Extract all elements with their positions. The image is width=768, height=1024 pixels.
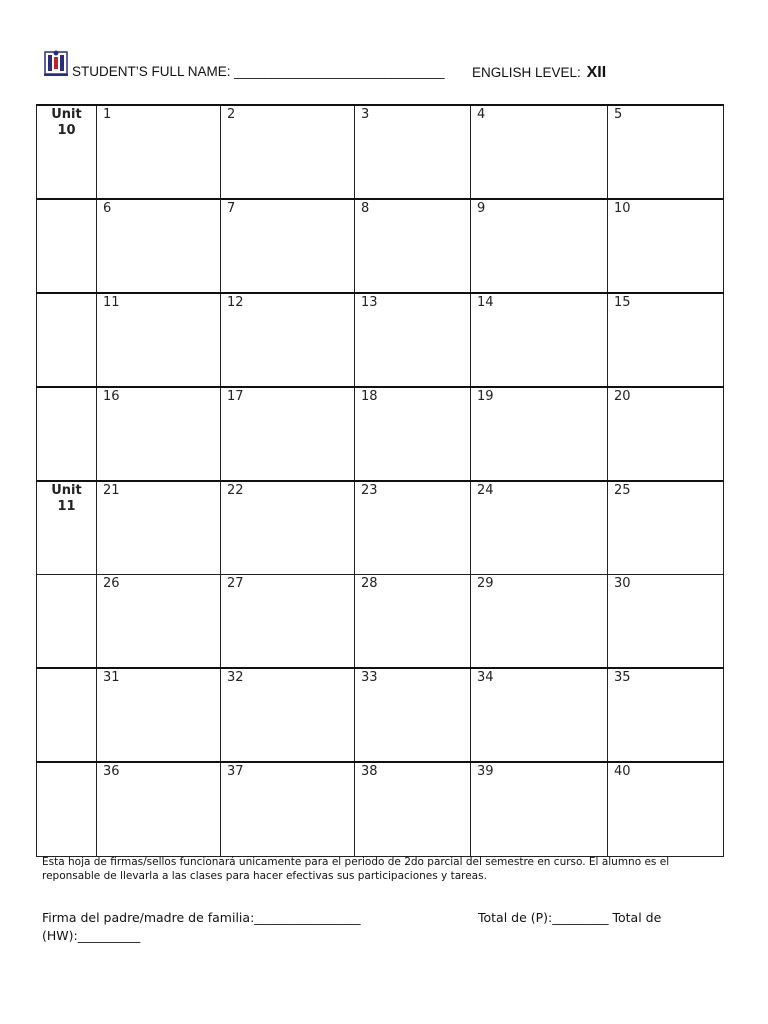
- cell-number: 13: [361, 294, 378, 310]
- unit-number: 11: [57, 498, 76, 514]
- stamp-cell[interactable]: [221, 762, 355, 856]
- stamp-cell[interactable]: [608, 105, 724, 199]
- grid-row: [37, 199, 724, 293]
- stamp-cell[interactable]: [608, 574, 724, 668]
- grid-row: [37, 762, 724, 856]
- cell-number: 33: [361, 670, 378, 686]
- stamp-cell[interactable]: [608, 668, 724, 762]
- stamp-cell[interactable]: [471, 387, 608, 481]
- stamp-cell[interactable]: [221, 668, 355, 762]
- stamp-cell[interactable]: [471, 293, 608, 387]
- cell-number: 1: [103, 107, 112, 122]
- stamp-cell[interactable]: [471, 668, 608, 762]
- cell-number: 6: [103, 200, 112, 216]
- stamp-cell[interactable]: [221, 105, 355, 199]
- cell-number: 34: [477, 670, 494, 686]
- grid-row: [37, 574, 724, 668]
- cell-number: 29: [477, 575, 494, 591]
- stamp-cell[interactable]: [608, 387, 724, 481]
- cell-number: 35: [614, 670, 631, 686]
- cell-number: 26: [103, 575, 120, 591]
- grid-row: [37, 481, 724, 575]
- unit-cell: [37, 481, 97, 575]
- unit-cell: [37, 387, 97, 481]
- stamp-cell[interactable]: [221, 481, 355, 575]
- cell-number: 11: [103, 294, 120, 310]
- school-logo-icon: [42, 48, 70, 78]
- cell-number: 2: [227, 107, 236, 122]
- total-p-field[interactable]: Total de (P):_________ Total de: [478, 910, 662, 925]
- stamp-cell[interactable]: [471, 481, 608, 575]
- stamp-cell[interactable]: [97, 105, 221, 199]
- stamp-cell[interactable]: [221, 293, 355, 387]
- stamp-cell[interactable]: [221, 199, 355, 293]
- cell-number: 14: [477, 294, 494, 310]
- stamp-cell[interactable]: [97, 574, 221, 668]
- unit-cell: [37, 199, 97, 293]
- cell-number: 21: [103, 482, 120, 498]
- instructions-note: Esta hoja de firmas/sellos funcionará unicamente para el periodo de 2do parcial del semestre en curso. El alumno es el reponsable de llevarla a las clases para hacer efectivas sus participaciones y tareas.: [42, 856, 670, 882]
- cell-number: 28: [361, 575, 378, 591]
- stamp-cell[interactable]: [608, 293, 724, 387]
- cell-number: 5: [614, 107, 623, 122]
- parent-signature-field[interactable]: Firma del padre/madre de familia:_________________: [42, 910, 361, 925]
- cell-number: 17: [227, 388, 244, 404]
- cell-number: 12: [227, 294, 244, 310]
- stamp-cell[interactable]: [221, 387, 355, 481]
- unit-cell: [37, 668, 97, 762]
- stamp-cell[interactable]: [355, 199, 471, 293]
- cell-number: 36: [103, 764, 120, 780]
- stamp-cell[interactable]: [97, 293, 221, 387]
- level-value: XII: [586, 64, 607, 81]
- cell-number: 16: [103, 388, 120, 404]
- grid-row: [37, 387, 724, 481]
- cell-number: 31: [103, 670, 120, 686]
- cell-number: 39: [477, 764, 494, 780]
- cell-number: 27: [227, 575, 244, 591]
- cell-number: 4: [477, 107, 486, 122]
- grid-row: [37, 668, 724, 762]
- cell-number: 24: [477, 482, 494, 498]
- cell-number: 30: [614, 575, 631, 591]
- unit-cell: [37, 293, 97, 387]
- cell-number: 23: [361, 482, 378, 498]
- english-level: [472, 64, 606, 82]
- english-level-label: ENGLISH LEVEL:: [472, 65, 581, 80]
- stamp-cell[interactable]: [97, 481, 221, 575]
- cell-number: 22: [227, 482, 244, 498]
- stamp-cell[interactable]: [608, 199, 724, 293]
- stamp-cell[interactable]: [471, 105, 608, 199]
- cell-number: 32: [227, 670, 244, 686]
- stamp-cell[interactable]: [471, 762, 608, 856]
- cell-number: 38: [361, 764, 378, 780]
- cell-number: 9: [477, 200, 486, 216]
- stamp-cell[interactable]: [355, 387, 471, 481]
- total-hw-field[interactable]: (HW):__________: [42, 928, 141, 943]
- grid-row: [37, 293, 724, 387]
- cell-number: 7: [227, 200, 236, 216]
- cell-number: 3: [361, 107, 370, 122]
- cell-number: 10: [614, 200, 631, 216]
- stamp-cell[interactable]: [97, 387, 221, 481]
- stamp-cell[interactable]: [471, 199, 608, 293]
- cell-number: 20: [614, 388, 631, 404]
- cell-number: 37: [227, 764, 244, 780]
- grid-row: [37, 105, 724, 199]
- cell-number: 8: [361, 200, 370, 216]
- unit-cell: [37, 574, 97, 668]
- signature-section: [42, 909, 722, 943]
- stamp-cell[interactable]: [97, 762, 221, 856]
- stamp-cell[interactable]: [355, 574, 471, 668]
- stamp-cell[interactable]: [97, 199, 221, 293]
- stamp-cell[interactable]: [355, 105, 471, 199]
- unit-number: 10: [57, 123, 76, 138]
- cell-number: 40: [614, 764, 631, 780]
- stamp-cell[interactable]: [355, 293, 471, 387]
- stamp-cell[interactable]: [221, 574, 355, 668]
- cell-number: 18: [361, 388, 378, 404]
- stamp-cell[interactable]: [471, 574, 608, 668]
- stamp-cell[interactable]: [355, 762, 471, 856]
- unit-word: Unit: [51, 107, 82, 122]
- cell-number: 25: [614, 482, 631, 498]
- stamp-cell[interactable]: [608, 762, 724, 856]
- stamp-cell[interactable]: [608, 481, 724, 575]
- stamp-cell[interactable]: [355, 481, 471, 575]
- unit-word: Unit: [51, 482, 82, 498]
- stamp-cell[interactable]: [97, 668, 221, 762]
- unit-cell: [37, 762, 97, 856]
- cell-number: 19: [477, 388, 494, 404]
- unit-cell: [37, 105, 97, 199]
- student-name-label: STUDENT’S FULL NAME: ____________________________: [72, 64, 445, 79]
- cell-number: 15: [614, 294, 631, 310]
- stamp-cell[interactable]: [355, 668, 471, 762]
- header: [72, 64, 607, 81]
- stamp-grid: [36, 104, 724, 857]
